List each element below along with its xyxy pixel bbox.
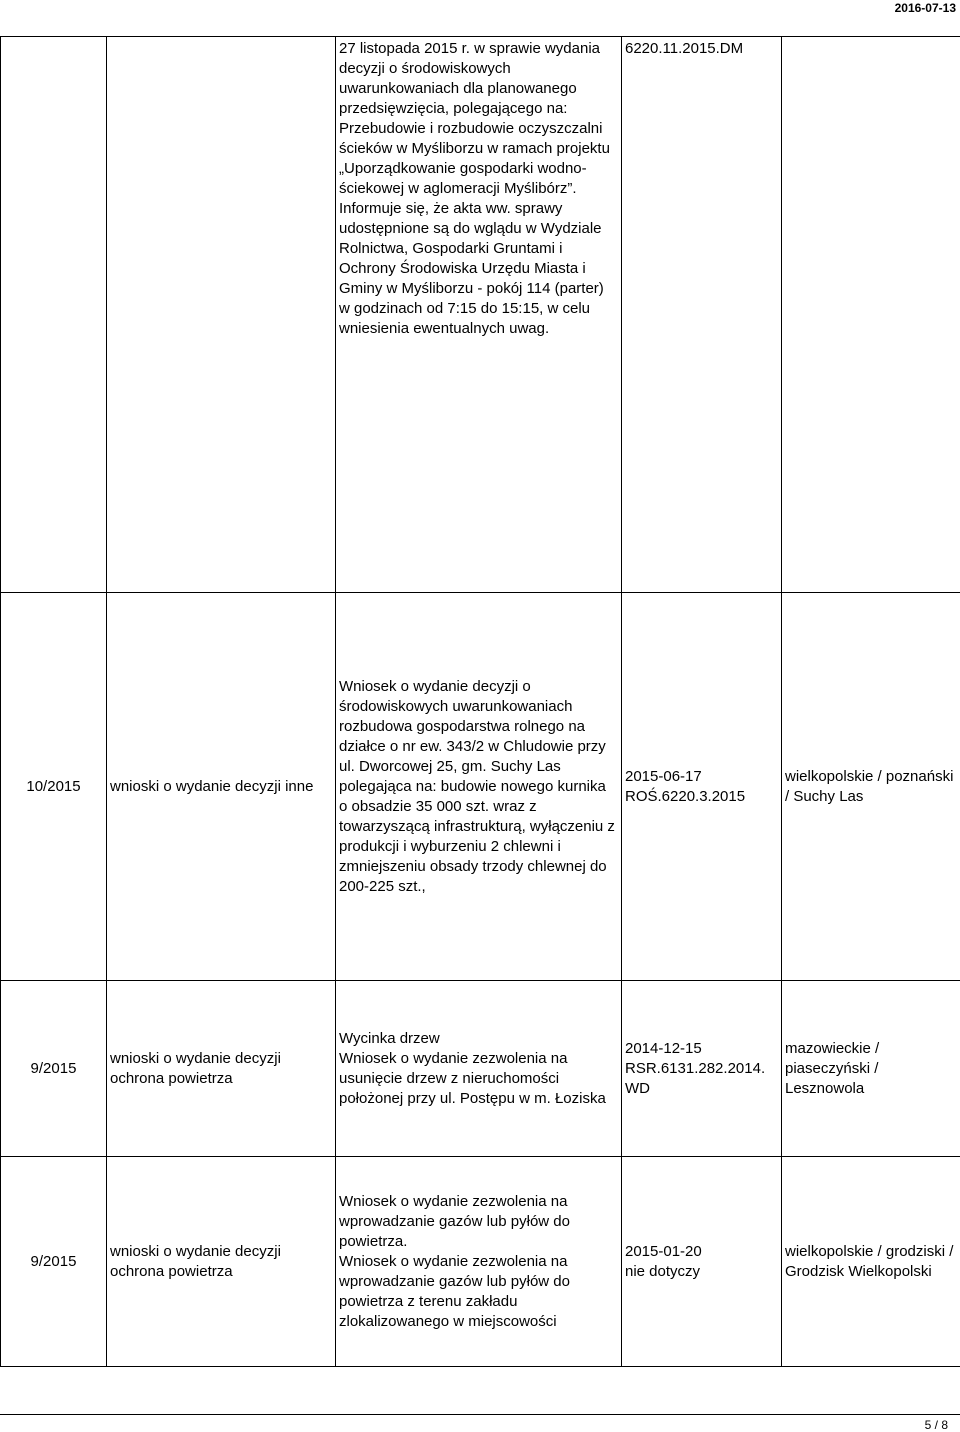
entry-number: 9/2015 <box>1 981 107 1157</box>
page-number: 5 / 8 <box>925 1418 948 1432</box>
table-row <box>1 981 960 1157</box>
entry-date-sign: 2015-01-20 nie dotyczy <box>622 1157 782 1367</box>
registry-table <box>0 36 960 1367</box>
entry-number <box>1 37 107 593</box>
entry-description: 27 listopada 2015 r. w sprawie wydania decyzji o środowiskowych uwarunkowaniach dla planowanego przedsięwzięcia, polegającego na: Przebudowie i rozbudowie oczyszczalni ścieków w Myśliborzu w ramach projektu „Uporządkowanie gospodarki wodno-ściekowej w aglomeracji Myślibórz”. Informuje się, że akta ww. sprawy udostępnione są do wglądu w Wydziale Rolnictwa, Gospodarki Gruntami i Ochrony Środowiska Urzędu Miasta i Gminy w Myśliborzu - pokój 114 (parter) w godzinach od 7:15 do 15:15, w celu wniesienia ewentualnych uwag. <box>336 37 622 593</box>
entry-category: wnioski o wydanie decyzji ochrona powietrza <box>107 981 336 1157</box>
entry-description: Wniosek o wydanie decyzji o środowiskowych uwarunkowaniach rozbudowa gospodarstwa rolnego na działce o nr ew. 343/2 w Chludowie przy ul. Dworcowej 25, gm. Suchy Las polegająca na: budowie nowego kurnika o obsadzie 35 000 szt. wraz z towarzyszącą infrastrukturą, wyłączeniu z produkcji i wyburzeniu 2 chlewni i zmniejszeniu obsady trzody chlewnej do 200-225 szt., <box>336 593 622 981</box>
entry-location: mazowieckie / piaseczyński / Lesznowola <box>782 981 960 1157</box>
table-row <box>1 593 960 981</box>
entry-description: Wniosek o wydanie zezwolenia na wprowadzanie gazów lub pyłów do powietrza. Wniosek o wydanie zezwolenia na wprowadzanie gazów lub pyłów do powietrza z terenu zakładu zlokalizowanego w miejscowości <box>336 1157 622 1367</box>
entry-description: Wycinka drzew Wniosek o wydanie zezwolenia na usunięcie drzew z nieruchomości położonej przy ul. Postępu w m. Łoziska <box>336 981 622 1157</box>
entry-category <box>107 37 336 593</box>
entry-number: 9/2015 <box>1 1157 107 1367</box>
entry-date-sign <box>622 37 782 593</box>
entry-location <box>782 37 960 593</box>
entry-number: 10/2015 <box>1 593 107 981</box>
entry-date-sign: 2015-06-17 ROŚ.6220.3.2015 <box>622 593 782 981</box>
table-row <box>1 1157 960 1367</box>
entry-location: wielkopolskie / poznański / Suchy Las <box>782 593 960 981</box>
entry-location: wielkopolskie / grodziski / Grodzisk Wielkopolski <box>782 1157 960 1367</box>
entry-category: wnioski o wydanie decyzji inne <box>107 593 336 981</box>
entry-sign: 6220.11.2015.DM <box>625 39 778 59</box>
footer-divider <box>0 1414 960 1415</box>
entry-date-sign: 2014-12-15 RSR.6131.282.2014. WD <box>622 981 782 1157</box>
entry-category: wnioski o wydanie decyzji ochrona powietrza <box>107 1157 336 1367</box>
table-row <box>1 37 960 593</box>
print-date: 2016-07-13 <box>895 1 956 15</box>
